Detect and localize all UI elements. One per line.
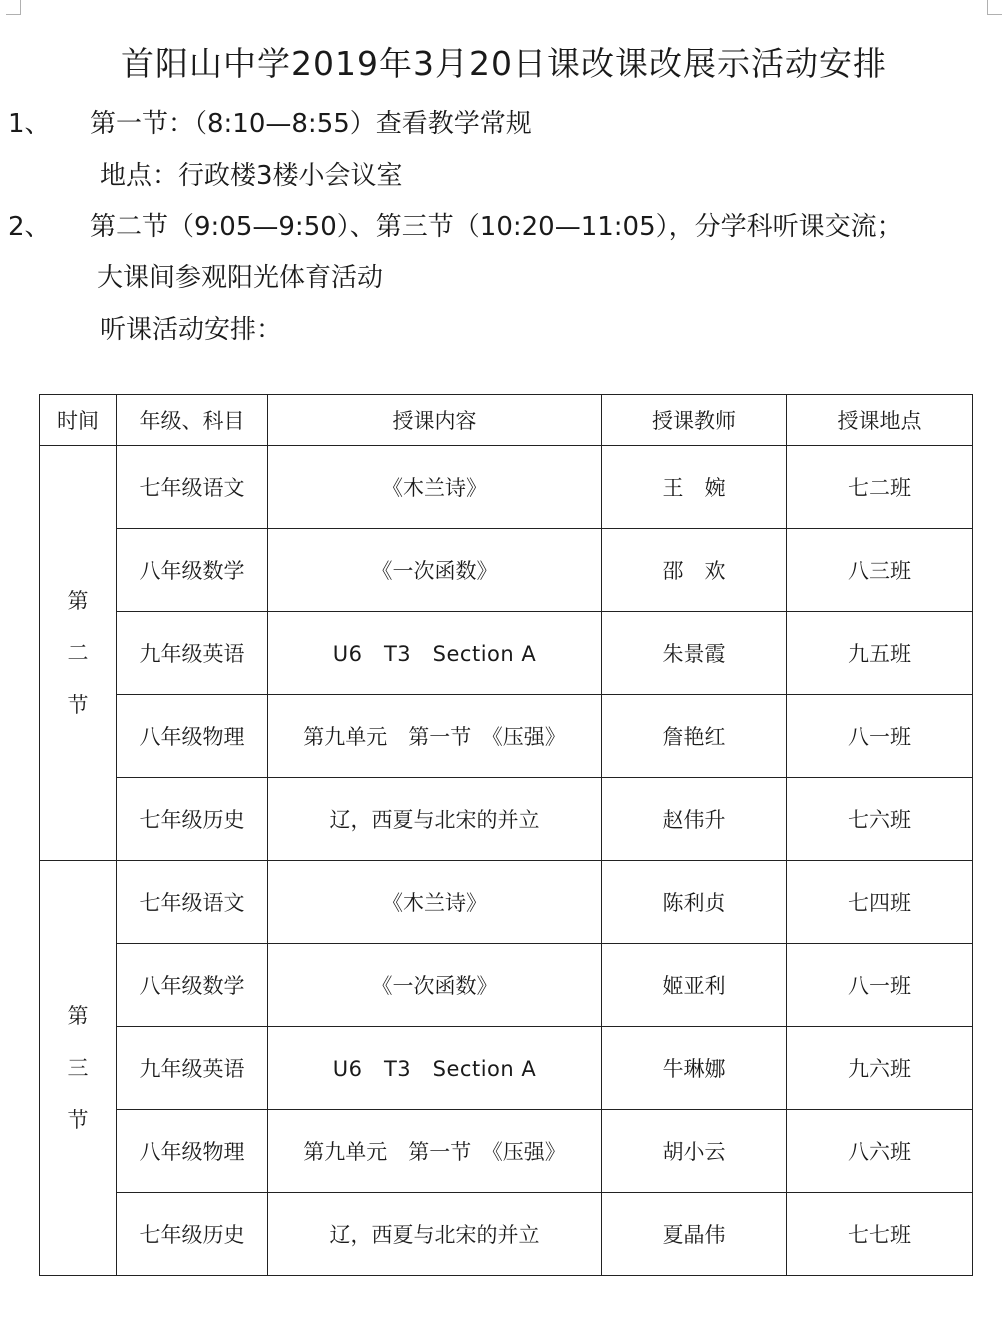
header-grade-subject: 年级、科目	[117, 395, 268, 446]
table-row	[40, 861, 973, 944]
content-cell: 《木兰诗》	[268, 446, 602, 529]
item-1-number: 1、	[8, 109, 51, 139]
content-cell: U6 T3 Section A	[268, 612, 602, 695]
location-cell: 九五班	[787, 612, 973, 695]
period-label: 第三节	[67, 1004, 89, 1132]
period-label: 第二节	[67, 589, 89, 717]
header-content: 授课内容	[268, 395, 602, 446]
grade-subject-cell: 七年级历史	[117, 778, 268, 861]
table-row	[40, 446, 973, 529]
schedule-table	[39, 394, 973, 1276]
document-title: 首阳山中学2019年3月20日课改课改展示活动安排	[121, 44, 887, 83]
content-cell: U6 T3 Section A	[268, 1027, 602, 1110]
teacher-cell: 王 婉	[602, 446, 787, 529]
grade-subject-cell: 八年级物理	[117, 1110, 268, 1193]
period-cell	[40, 446, 117, 861]
table-row	[40, 1110, 973, 1193]
location-cell: 八一班	[787, 944, 973, 1027]
item-2-number: 2、	[8, 212, 51, 242]
teacher-cell: 姬亚利	[602, 944, 787, 1027]
table-row	[40, 1027, 973, 1110]
content-cell: 第九单元 第一节 《压强》	[268, 1110, 602, 1193]
content-cell: 第九单元 第一节 《压强》	[268, 695, 602, 778]
table-row	[40, 612, 973, 695]
content-cell: 《一次函数》	[268, 944, 602, 1027]
header-location: 授课地点	[787, 395, 973, 446]
page-corner-mark-left	[6, 0, 21, 15]
grade-subject-cell: 七年级语文	[117, 446, 268, 529]
item-2-line-3: 听课活动安排：	[100, 315, 283, 345]
grade-subject-cell: 九年级英语	[117, 1027, 268, 1110]
grade-subject-cell: 七年级历史	[117, 1193, 268, 1276]
teacher-cell: 赵伟升	[602, 778, 787, 861]
teacher-cell: 夏晶伟	[602, 1193, 787, 1276]
location-cell: 九六班	[787, 1027, 973, 1110]
content-cell: 《木兰诗》	[268, 861, 602, 944]
teacher-cell: 詹艳红	[602, 695, 787, 778]
item-2-line-1: 第二节（9:05—9:50）、第三节（10:20—11:05），分学科听课交流；	[90, 212, 903, 242]
table-row	[40, 529, 973, 612]
grade-subject-cell: 八年级物理	[117, 695, 268, 778]
location-cell: 八六班	[787, 1110, 973, 1193]
table-row	[40, 695, 973, 778]
location-cell: 七四班	[787, 861, 973, 944]
item-2-line-2: 大课间参观阳光体育活动	[97, 263, 384, 293]
teacher-cell: 邵 欢	[602, 529, 787, 612]
location-cell: 七七班	[787, 1193, 973, 1276]
teacher-cell: 陈利贞	[602, 861, 787, 944]
table-row	[40, 778, 973, 861]
grade-subject-cell: 八年级数学	[117, 944, 268, 1027]
table-row	[40, 1193, 973, 1276]
content-cell: 辽，西夏与北宋的并立	[268, 1193, 602, 1276]
location-cell: 七二班	[787, 446, 973, 529]
page-corner-mark-right	[987, 0, 1002, 15]
table-header-row	[40, 395, 973, 446]
teacher-cell: 牛琳娜	[602, 1027, 787, 1110]
item-1-line-1: 第一节：（8:10—8:55）查看教学常规	[90, 109, 532, 139]
location-cell: 七六班	[787, 778, 973, 861]
location-cell: 八一班	[787, 695, 973, 778]
content-cell: 《一次函数》	[268, 529, 602, 612]
header-time: 时间	[40, 395, 117, 446]
teacher-cell: 胡小云	[602, 1110, 787, 1193]
grade-subject-cell: 八年级数学	[117, 529, 268, 612]
content-cell: 辽，西夏与北宋的并立	[268, 778, 602, 861]
grade-subject-cell: 七年级语文	[117, 861, 268, 944]
table-row	[40, 944, 973, 1027]
teacher-cell: 朱景霞	[602, 612, 787, 695]
period-cell	[40, 861, 117, 1276]
header-teacher: 授课教师	[602, 395, 787, 446]
item-1-line-2: 地点：行政楼3楼小会议室	[100, 161, 403, 191]
grade-subject-cell: 九年级英语	[117, 612, 268, 695]
location-cell: 八三班	[787, 529, 973, 612]
